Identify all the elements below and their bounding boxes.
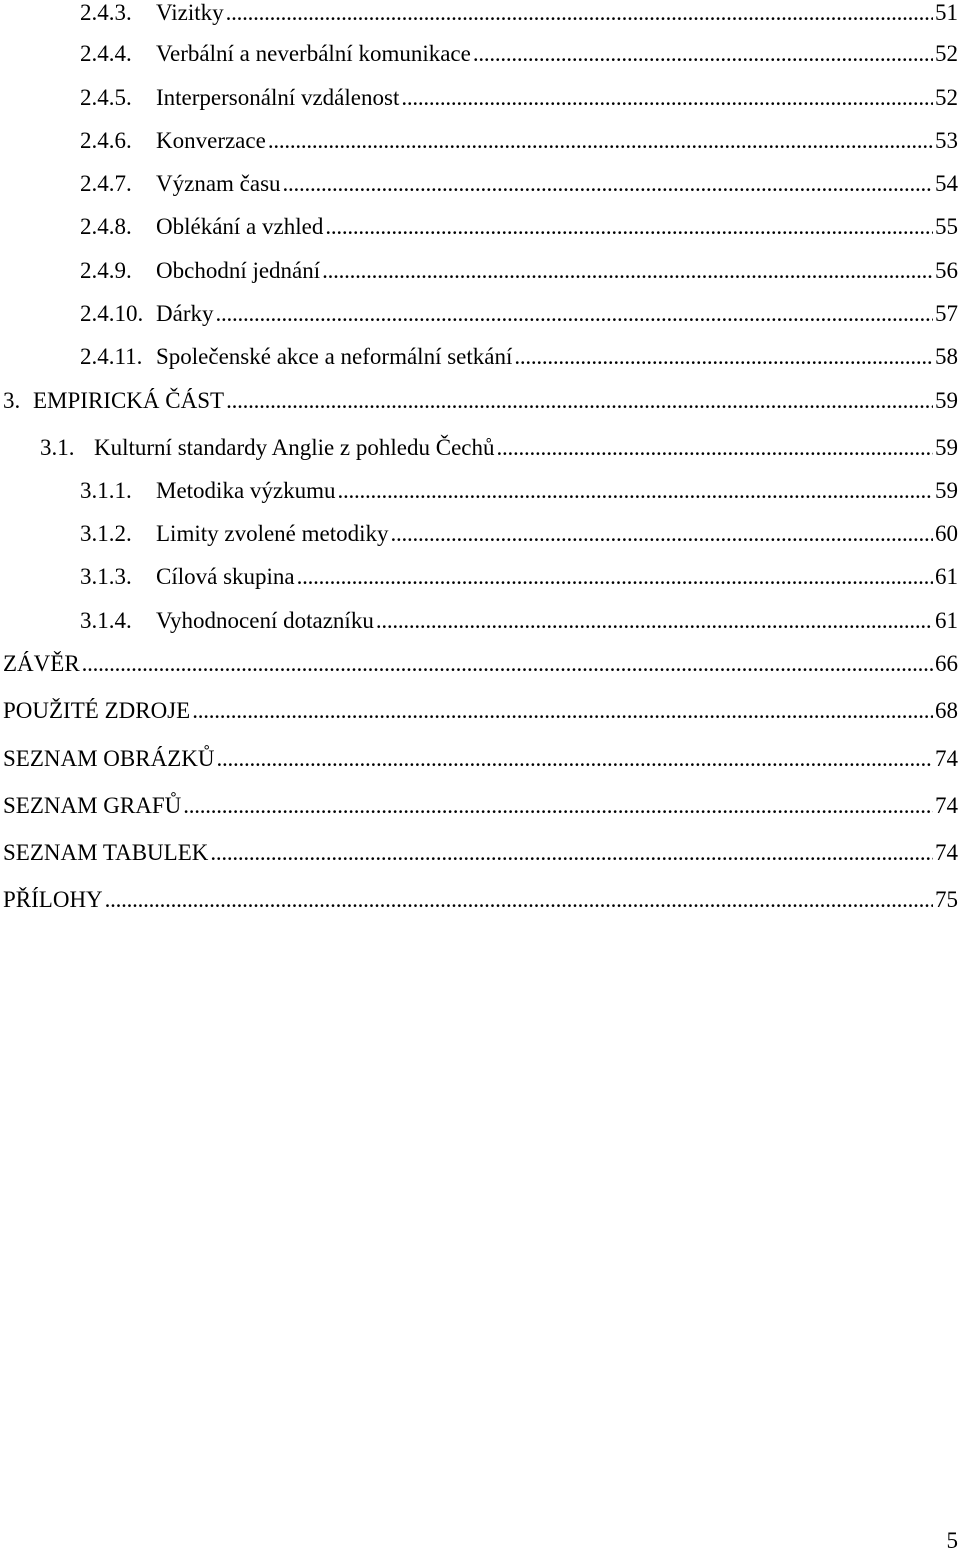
toc-leader-dots: [82, 648, 933, 680]
toc-entry-number: 2.4.6.: [80, 128, 132, 153]
toc-entry: [80, 475, 958, 507]
toc-leader-dots: [183, 790, 933, 822]
toc-entry-title: SEZNAM GRAFŮ: [3, 793, 182, 818]
toc-entry: [80, 518, 958, 550]
toc-entry-number: 3.1.4.: [80, 608, 132, 633]
toc-entry-page: 56: [935, 258, 958, 283]
toc-entry-page: 57: [935, 301, 958, 326]
toc-entry: [3, 743, 958, 775]
toc-entry-number: 3.1.: [40, 435, 75, 460]
toc-entry: [3, 837, 958, 869]
toc-leader-dots: [297, 561, 933, 593]
toc-entry: [80, 255, 958, 287]
toc-entry: [40, 432, 958, 464]
toc-leader-dots: [376, 605, 933, 637]
toc-entry-title: Verbální a neverbální komunikace: [156, 41, 471, 66]
toc-leader-dots: [215, 298, 933, 330]
toc-entry-title: Společenské akce a neformální setkání: [156, 344, 513, 369]
toc-leader-dots: [391, 518, 933, 550]
toc-entry-page: 52: [935, 85, 958, 110]
toc-entry-number: 3.1.2.: [80, 521, 132, 546]
toc-entry-page: 59: [935, 388, 958, 413]
toc-entry-number: 2.4.11.: [80, 344, 143, 369]
toc-leader-dots: [226, 385, 933, 417]
toc-entry-title: Vizitky: [156, 0, 224, 25]
toc-entry-title: Limity zvolené metodiky: [156, 521, 389, 546]
toc-entry-title: PŘÍLOHY: [3, 887, 103, 912]
toc-entry-page: 74: [935, 746, 958, 771]
toc-entry-number: 3.1.3.: [80, 564, 132, 589]
toc-entry-number: 2.4.3.: [80, 0, 132, 25]
toc-entry: [80, 125, 958, 157]
toc-entry-title: Význam času: [156, 171, 281, 196]
toc-entry-page: 66: [935, 651, 958, 676]
toc-entry-page: 61: [935, 564, 958, 589]
toc-entry: [80, 168, 958, 200]
toc-leader-dots: [283, 168, 933, 200]
toc-leader-dots: [514, 341, 933, 373]
toc-entry: [80, 341, 958, 373]
toc-entry-title: Dárky: [156, 301, 214, 326]
toc-entry-page: 51: [935, 0, 958, 25]
toc-leader-dots: [497, 432, 933, 464]
toc-entry: [3, 695, 958, 727]
toc-entry-number: 2.4.9.: [80, 258, 132, 283]
toc-entry: [3, 648, 958, 680]
toc-entry-page: 59: [935, 478, 958, 503]
toc-entry-page: 68: [935, 698, 958, 723]
toc-entry-title: Vyhodnocení dotazníku: [156, 608, 374, 633]
toc-entry-page: 61: [935, 608, 958, 633]
page-number: 5: [946, 1528, 958, 1553]
toc-leader-dots: [325, 211, 933, 243]
toc-entry: [3, 385, 958, 417]
toc-leader-dots: [268, 125, 933, 157]
toc-entry: [80, 561, 958, 593]
toc-leader-dots: [473, 38, 933, 70]
toc-entry: [80, 605, 958, 637]
toc-entry-page: 53: [935, 128, 958, 153]
toc-entry-title: Metodika výzkumu: [156, 478, 336, 503]
toc-entry: [3, 884, 958, 916]
toc-entry: [80, 0, 958, 29]
toc-entry: [3, 790, 958, 822]
toc-leader-dots: [338, 475, 934, 507]
toc-entry-page: 75: [935, 887, 958, 912]
toc-entry: [80, 298, 958, 330]
toc-entry-page: 54: [935, 171, 958, 196]
toc-entry-title: Kulturní standardy Anglie z pohledu Čechů: [94, 435, 495, 460]
toc-entry: [80, 38, 958, 70]
toc-entry-number: 2.4.5.: [80, 85, 132, 110]
toc-entry-title: ZÁVĚR: [3, 651, 80, 676]
toc-entry-number: 2.4.7.: [80, 171, 132, 196]
toc-entry-page: 74: [935, 793, 958, 818]
toc-leader-dots: [216, 743, 933, 775]
toc-leader-dots: [192, 695, 933, 727]
toc-entry-page: 60: [935, 521, 958, 546]
toc-entry: [80, 211, 958, 243]
toc-entry-title: Cílová skupina: [156, 564, 295, 589]
toc-entry-number: 2.4.10.: [80, 301, 144, 326]
toc-entry-number: 3.: [3, 388, 21, 413]
toc-leader-dots: [210, 837, 933, 869]
toc-leader-dots: [226, 0, 933, 29]
toc-entry-number: 3.1.1.: [80, 478, 132, 503]
toc-entry-page: 59: [935, 435, 958, 460]
toc-entry-page: 55: [935, 214, 958, 239]
toc-entry-title: EMPIRICKÁ ČÁST: [33, 388, 225, 413]
toc-entry-number: 2.4.8.: [80, 214, 132, 239]
toc-entry-title: Obchodní jednání: [156, 258, 321, 283]
toc-entry-page: 74: [935, 840, 958, 865]
toc-leader-dots: [401, 82, 933, 114]
toc-entry: [80, 82, 958, 114]
toc-entry-page: 58: [935, 344, 958, 369]
toc-entry-title: POUŽITÉ ZDROJE: [3, 698, 191, 723]
toc-entry-title: SEZNAM OBRÁZKŮ: [3, 746, 215, 771]
toc-entry-page: 52: [935, 41, 958, 66]
toc-entry-title: Oblékání a vzhled: [156, 214, 324, 239]
toc-entry-title: SEZNAM TABULEK: [3, 840, 209, 865]
toc-leader-dots: [105, 884, 933, 916]
toc-leader-dots: [322, 255, 933, 287]
toc-entry-title: Konverzace: [156, 128, 266, 153]
toc-entry-title: Interpersonální vzdálenost: [156, 85, 400, 110]
toc-entry-number: 2.4.4.: [80, 41, 132, 66]
